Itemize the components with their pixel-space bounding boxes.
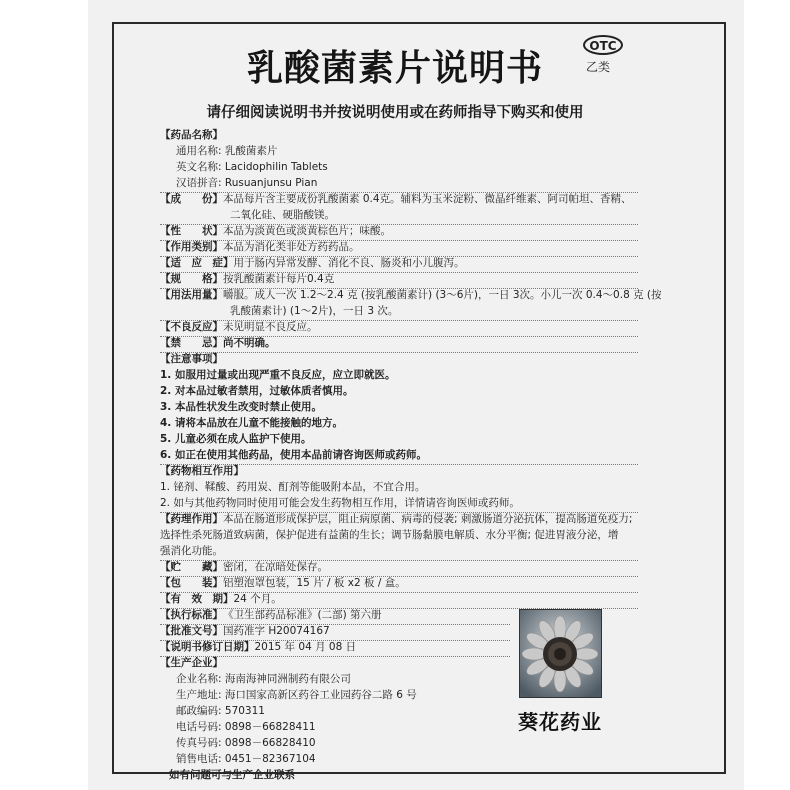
spec-label: 【规 格】 bbox=[160, 273, 223, 285]
standard-label: 【执行标准】 bbox=[160, 609, 223, 621]
english-name-value: Lacidophilin Tablets bbox=[224, 161, 328, 173]
storage-label: 【贮 藏】 bbox=[160, 561, 223, 573]
properties-row bbox=[160, 223, 391, 239]
section-heading-interactions: 【药物相互作用】 bbox=[160, 465, 244, 477]
company-name-value: 海南海神同洲制药有限公司 bbox=[224, 673, 351, 685]
revision-text: 2015 年 04 月 08 日 bbox=[254, 641, 357, 653]
phone-label: 电话号码: bbox=[176, 721, 222, 733]
pinyin-label: 汉语拼音: bbox=[176, 177, 222, 189]
expiry-row bbox=[160, 591, 282, 607]
pinyin-value: Rusuanjunsu Pian bbox=[224, 177, 318, 189]
storage-text: 密闭，在凉暗处保存。 bbox=[223, 561, 328, 573]
english-name-row bbox=[176, 159, 328, 175]
brand-logo-text: 葵花药业 bbox=[518, 710, 602, 734]
english-name-label: 英文名称: bbox=[176, 161, 222, 173]
company-address-row bbox=[176, 687, 417, 703]
package-text: 铝塑泡罩包装，15 片 / 板 x2 板 / 盒。 bbox=[223, 577, 406, 589]
pharmacology-text: 本品在肠道形成保护层，阻止病原菌、病毒的侵袭; 刺激肠道分泌抗体，提高肠道免疫力; bbox=[223, 513, 633, 525]
company-address-value: 海口国家高新区药谷工业园药谷二路 6 号 bbox=[224, 689, 417, 701]
company-address-label: 生产地址: bbox=[176, 689, 222, 701]
company-name-row bbox=[176, 671, 351, 687]
indications-label: 【适 应 症】 bbox=[160, 257, 234, 269]
fax-value: 0898－66828410 bbox=[224, 737, 316, 749]
dosage-text: 嚼服。成人一次 1.2～2.4 克 (按乳酸菌素计) (3～6片)，一日 3次。小儿一次 0.4～0.8 克 (按 bbox=[223, 289, 662, 301]
section-heading-company: 【生产企业】 bbox=[160, 657, 223, 669]
sunflower-logo-image bbox=[519, 609, 602, 698]
category-text: 本品为消化类非处方药药品。 bbox=[223, 241, 360, 253]
precaution-item: 1. 如服用过量或出现严重不良反应，应立即就医。 bbox=[160, 369, 396, 381]
adverse-text: 未见明显不良反应。 bbox=[223, 321, 318, 333]
divider bbox=[160, 352, 638, 353]
pharmacology-label: 【药理作用】 bbox=[160, 513, 223, 525]
dosage-row bbox=[160, 287, 662, 303]
expiry-text: 24 个月。 bbox=[233, 593, 282, 605]
sales-phone-row bbox=[176, 751, 316, 767]
package-row bbox=[160, 575, 406, 591]
company-name-label: 企业名称: bbox=[176, 673, 222, 685]
footer-note: 如有问题可与生产企业联系 bbox=[169, 769, 295, 781]
ingredients-row bbox=[160, 191, 632, 207]
contra-text: 尚不明确。 bbox=[223, 337, 276, 349]
page-title: 乳酸菌素片说明书 bbox=[246, 48, 543, 89]
indications-text: 用于肠内异常发酵、消化不良、肠炎和小儿腹泻。 bbox=[233, 257, 465, 269]
otc-mark: OTC bbox=[583, 35, 623, 55]
spec-row bbox=[160, 271, 334, 287]
contra-row bbox=[160, 335, 276, 351]
storage-row bbox=[160, 559, 328, 575]
phone-value: 0898－66828411 bbox=[224, 721, 316, 733]
dosage-label: 【用法用量】 bbox=[160, 289, 223, 301]
pharmacology-row bbox=[160, 511, 632, 527]
precaution-item: 6. 如正在使用其他药品，使用本品前请咨询医师或药师。 bbox=[160, 449, 427, 461]
expiry-label: 【有 效 期】 bbox=[160, 593, 234, 605]
zip-value: 570311 bbox=[224, 705, 265, 717]
standard-row bbox=[160, 607, 382, 623]
precaution-item: 4. 请将本品放在儿童不能接触的地方。 bbox=[160, 417, 343, 429]
adverse-row bbox=[160, 319, 318, 335]
generic-name-row bbox=[176, 143, 277, 159]
ingredients-label: 【成 份】 bbox=[160, 193, 223, 205]
sunflower-icon bbox=[520, 610, 601, 697]
precaution-item: 5. 儿童必须在成人监护下使用。 bbox=[160, 433, 312, 445]
pharmacology-text-cont: 选择性杀死肠道致病菌，保护促进有益菌的生长；调节肠黏膜电解质、水分平衡; 促进胃液分泌，增 bbox=[160, 529, 619, 541]
fax-row bbox=[176, 735, 316, 751]
section-heading-precautions: 【注意事项】 bbox=[160, 353, 223, 365]
approval-text: 国药准字 H20074167 bbox=[223, 625, 330, 637]
adverse-label: 【不良反应】 bbox=[160, 321, 223, 333]
package-label: 【包 装】 bbox=[160, 577, 223, 589]
precaution-item: 3. 本品性状发生改变时禁止使用。 bbox=[160, 401, 322, 413]
precaution-item: 2. 对本品过敏者禁用，过敏体质者慎用。 bbox=[160, 385, 354, 397]
sales-phone-value: 0451－82367104 bbox=[224, 753, 316, 765]
spec-text: 按乳酸菌素计每片0.4克 bbox=[223, 273, 335, 285]
dosage-text-cont: 乳酸菌素计) (1～2片)，一日 3 次。 bbox=[230, 305, 399, 317]
generic-name-label: 通用名称: bbox=[176, 145, 222, 157]
revision-label: 【说明书修订日期】 bbox=[160, 641, 255, 653]
ingredients-text: 本品每片含主要成份乳酸菌素 0.4克。辅料为玉米淀粉、微晶纤维素、阿司帕坦、香精、 bbox=[223, 193, 632, 205]
approval-row bbox=[160, 623, 330, 639]
ingredients-text-cont: 二氧化硅、硬脂酸镁。 bbox=[230, 209, 335, 221]
contra-label: 【禁 忌】 bbox=[160, 337, 223, 349]
interaction-item: 2. 如与其他药物同时使用可能会发生药物相互作用，详情请咨询医师或药师。 bbox=[160, 497, 520, 509]
indications-row bbox=[160, 255, 465, 271]
pinyin-row bbox=[176, 175, 317, 191]
interaction-item: 1. 铋剂、鞣酸、药用炭、酊剂等能吸附本品，不宜合用。 bbox=[160, 481, 426, 493]
zip-row bbox=[176, 703, 265, 719]
sales-phone-label: 销售电话: bbox=[176, 753, 222, 765]
pharmacology-text-cont: 强消化功能。 bbox=[160, 545, 223, 557]
generic-name-value: 乳酸菌素片 bbox=[224, 145, 278, 157]
approval-label: 【批准文号】 bbox=[160, 625, 223, 637]
zip-label: 邮政编码: bbox=[176, 705, 222, 717]
category-label: 【作用类别】 bbox=[160, 241, 223, 253]
fax-label: 传真号码: bbox=[176, 737, 222, 749]
standard-text: 《卫生部药品标准》(二部) 第六册 bbox=[223, 609, 382, 621]
revision-row bbox=[160, 639, 356, 655]
otc-class: 乙类 bbox=[586, 60, 611, 74]
section-heading-name: 【药品名称】 bbox=[160, 129, 223, 141]
properties-label: 【性 状】 bbox=[160, 225, 223, 237]
category-row bbox=[160, 239, 360, 255]
phone-row bbox=[176, 719, 316, 735]
properties-text: 本品为淡黄色或淡黄棕色片；味酸。 bbox=[223, 225, 391, 237]
page-subtitle: 请仔细阅读说明书并按说明使用或在药师指导下购买和使用 bbox=[206, 105, 584, 121]
